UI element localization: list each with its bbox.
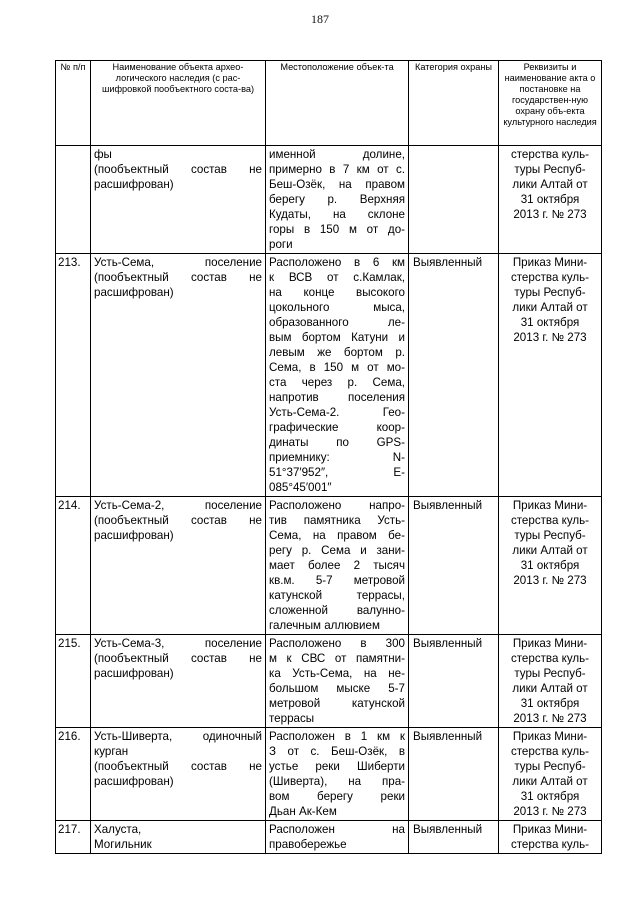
cell-name bbox=[91, 146, 266, 254]
cell-location bbox=[266, 821, 409, 854]
header-num: № п/п bbox=[56, 61, 91, 146]
cell-category bbox=[409, 146, 499, 254]
header-requisites: Реквизиты и наименование акта о постановке на государствен-ную охрану объ-екта культурного наследия bbox=[499, 61, 602, 146]
name-line: расшифрован) bbox=[94, 286, 174, 299]
cell-requisites bbox=[499, 635, 602, 728]
name-line: расшифрован) bbox=[94, 529, 174, 542]
location-line: 085°45′001″ bbox=[269, 481, 332, 494]
cell-num: 214. bbox=[56, 497, 91, 635]
cell-category: Выявленный bbox=[409, 728, 499, 821]
requisites-line: туры Респуб- bbox=[514, 163, 586, 176]
location-line: Сема, на правом бе- bbox=[269, 529, 405, 542]
location-line: вым бортом Катуни и bbox=[269, 331, 405, 344]
location-line: Сема, в 150 м от мо- bbox=[269, 361, 405, 374]
table-body bbox=[56, 146, 602, 854]
name-line: Усть-Сема-3, поселение bbox=[94, 637, 262, 650]
name-line: Усть-Сема-2, поселение bbox=[94, 499, 262, 512]
cell-num: 215. bbox=[56, 635, 91, 728]
name-line: расшифрован) bbox=[94, 775, 174, 788]
cell-location bbox=[266, 254, 409, 497]
name-line: расшифрован) bbox=[94, 178, 174, 191]
location-line: правобережье bbox=[269, 838, 347, 851]
requisites-line: лики Алтай от bbox=[512, 178, 588, 191]
location-line: Расположено напро- bbox=[269, 499, 405, 512]
table-row bbox=[56, 728, 602, 821]
location-line: (Шиверта), на пра- bbox=[269, 775, 405, 788]
location-line: напротив поселения bbox=[269, 391, 405, 404]
location-line: м к СВС от памятни- bbox=[269, 652, 405, 665]
cell-requisites bbox=[499, 146, 602, 254]
requisites-line: стерства куль- bbox=[510, 271, 590, 284]
requisites-line: стерства куль- bbox=[510, 838, 590, 851]
requisites-line: Приказ Мини- bbox=[512, 499, 588, 512]
table-header-row bbox=[56, 61, 602, 146]
name-line: Усть-Сема, поселение bbox=[94, 256, 262, 269]
name-line: (пообъектный состав не bbox=[94, 760, 262, 773]
cell-location bbox=[266, 728, 409, 821]
name-line: Могильник bbox=[94, 838, 152, 851]
header-location: Местоположение объек-та bbox=[266, 61, 409, 146]
location-line: горы в 150 м от до- bbox=[269, 223, 405, 236]
location-line: 51°37′952″, E- bbox=[269, 466, 405, 479]
location-line: на конце высокого bbox=[269, 286, 405, 299]
location-line: цокольного мыса, bbox=[269, 301, 405, 314]
cell-num: 213. bbox=[56, 254, 91, 497]
location-line: катунской террасы, bbox=[269, 589, 405, 602]
cell-name bbox=[91, 821, 266, 854]
location-line: вом берегу реки bbox=[269, 790, 405, 803]
requisites-line: 31 октября bbox=[520, 559, 580, 572]
requisites-line: Приказ Мини- bbox=[512, 730, 588, 743]
requisites-line: лики Алтай от bbox=[512, 682, 588, 695]
cell-category: Выявленный bbox=[409, 497, 499, 635]
cell-location bbox=[266, 635, 409, 728]
cell-category: Выявленный bbox=[409, 635, 499, 728]
location-line: именной долине, bbox=[269, 148, 405, 161]
requisites-line: Приказ Мини- bbox=[512, 823, 588, 836]
location-line: приемнику: N- bbox=[269, 451, 405, 464]
requisites-line: лики Алтай от bbox=[512, 301, 588, 314]
location-line: кв.м. 5-7 метровой bbox=[269, 574, 405, 587]
location-line: Дьан Ак-Кем bbox=[269, 805, 337, 818]
cell-category: Выявленный bbox=[409, 821, 499, 854]
table-row bbox=[56, 497, 602, 635]
cell-name bbox=[91, 635, 266, 728]
location-line: мает более 2 тысяч bbox=[269, 559, 405, 572]
location-line: левым же бортом р. bbox=[269, 346, 405, 359]
location-line: устье реки Шиберти bbox=[269, 760, 405, 773]
name-line: фы bbox=[94, 148, 112, 161]
location-line: ста через р. Сема, bbox=[269, 376, 405, 389]
requisites-line: Приказ Мини- bbox=[512, 256, 588, 269]
requisites-line: туры Респуб- bbox=[514, 529, 586, 542]
requisites-line: туры Респуб- bbox=[514, 760, 586, 773]
name-line: (пообъектный состав не bbox=[94, 514, 262, 527]
heritage-table bbox=[55, 60, 602, 854]
requisites-line: стерства куль- bbox=[510, 148, 590, 161]
cell-category: Выявленный bbox=[409, 254, 499, 497]
requisites-line: 2013 г. № 273 bbox=[513, 574, 587, 587]
requisites-line: туры Респуб- bbox=[514, 667, 586, 680]
name-line: курган bbox=[94, 745, 129, 758]
cell-num: 217. bbox=[56, 821, 91, 854]
page-number: 187 bbox=[311, 12, 329, 26]
requisites-line: лики Алтай от bbox=[512, 544, 588, 557]
location-line: графические коор- bbox=[269, 421, 405, 434]
cell-name bbox=[91, 728, 266, 821]
location-line: галечным аллювием bbox=[269, 619, 380, 632]
location-line: регу р. Сема и зани- bbox=[269, 544, 405, 557]
requisites-line: туры Респуб- bbox=[514, 286, 586, 299]
location-line: террасы bbox=[269, 712, 315, 725]
name-line: Халуста, bbox=[94, 823, 142, 836]
requisites-line: 2013 г. № 273 bbox=[513, 208, 587, 221]
name-line: Усть-Шиверта, одиночный bbox=[94, 730, 262, 743]
location-line: тив памятника Усть- bbox=[269, 514, 405, 527]
requisites-line: 2013 г. № 273 bbox=[513, 331, 587, 344]
location-line: к ВСВ от с.Камлак, bbox=[269, 271, 405, 284]
requisites-line: лики Алтай от bbox=[512, 775, 588, 788]
name-line: (пообъектный состав не bbox=[94, 652, 262, 665]
location-line: роги bbox=[269, 238, 293, 251]
cell-requisites bbox=[499, 728, 602, 821]
location-line: ка Усть-Сема, на не- bbox=[269, 667, 405, 680]
requisites-line: стерства куль- bbox=[510, 745, 590, 758]
name-line: расшифрован) bbox=[94, 667, 174, 680]
requisites-line: стерства куль- bbox=[510, 514, 590, 527]
table-row bbox=[56, 821, 602, 854]
table-row bbox=[56, 635, 602, 728]
name-line: (пообъектный состав не bbox=[94, 163, 262, 176]
requisites-line: 31 октября bbox=[520, 316, 580, 329]
requisites-line: 31 октября bbox=[520, 697, 580, 710]
header-name: Наименование объекта архео-логического наследия (с рас-шифровкой пообъектного соста-ва) bbox=[91, 61, 266, 146]
location-line: Усть-Сема-2. Гео- bbox=[269, 406, 405, 419]
cell-requisites bbox=[499, 254, 602, 497]
table-row bbox=[56, 254, 602, 497]
location-line: Кудаты, на склоне bbox=[269, 208, 405, 221]
name-line: (пообъектный состав не bbox=[94, 271, 262, 284]
requisites-line: 31 октября bbox=[520, 193, 580, 206]
location-line: З от с. Беш-Озёк, в bbox=[269, 745, 405, 758]
requisites-line: 31 октября bbox=[520, 790, 580, 803]
cell-num bbox=[56, 146, 91, 254]
location-line: Расположен в 1 км к bbox=[269, 730, 405, 743]
location-line: большом мыске 5-7 bbox=[269, 682, 405, 695]
requisites-line: Приказ Мини- bbox=[512, 637, 588, 650]
location-line: берегу р. Верхняя bbox=[269, 193, 405, 206]
location-line: Расположено в 300 bbox=[269, 637, 405, 650]
cell-name bbox=[91, 497, 266, 635]
cell-location bbox=[266, 146, 409, 254]
header-category: Категория охраны bbox=[409, 61, 499, 146]
location-line: метровой катунской bbox=[269, 697, 405, 710]
location-line: Расположен на bbox=[269, 823, 405, 836]
requisites-line: 2013 г. № 273 bbox=[513, 805, 587, 818]
table-row bbox=[56, 146, 602, 254]
requisites-line: 2013 г. № 273 bbox=[513, 712, 587, 725]
location-line: Расположено в 6 км bbox=[269, 256, 405, 269]
cell-requisites bbox=[499, 497, 602, 635]
requisites-line: стерства куль- bbox=[510, 652, 590, 665]
cell-name bbox=[91, 254, 266, 497]
location-line: примерно в 7 км от с. bbox=[269, 163, 405, 176]
location-line: Беш-Озёк, на правом bbox=[269, 178, 405, 191]
location-line: динаты по GPS- bbox=[269, 436, 405, 449]
cell-requisites bbox=[499, 821, 602, 854]
location-line: сложенной валунно- bbox=[269, 604, 405, 617]
cell-location bbox=[266, 497, 409, 635]
cell-num: 216. bbox=[56, 728, 91, 821]
location-line: образованного ле- bbox=[269, 316, 405, 329]
